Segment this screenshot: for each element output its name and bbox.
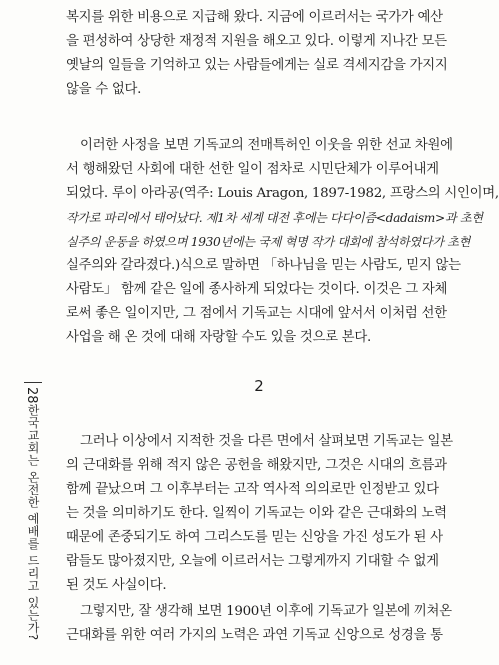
text-line: 때문에 존중되기도 하여 그리스도를 믿는 신앙을 가진 성도가 된 사 <box>66 530 443 545</box>
running-head: 한국교회는 온전한 예배를 드리고 있는가? <box>26 404 40 641</box>
text-line: 을 편성하여 상당한 재정적 지원을 해오고 있다. 이렇게 지나간 모든 <box>66 34 447 49</box>
text-line: 그러나 이상에서 지적한 것을 다른 면에서 살펴보면 기독교는 일본 <box>80 434 453 449</box>
translator-note-line: 실주의 운동을 하였으며 1930년에는 국제 혁명 작가 대회에 참석하였다가 초현 <box>66 235 471 249</box>
text-line: 옛날의 일들을 기억하고 있는 사람들에게는 실로 격세지감을 가지지 <box>66 58 448 73</box>
text-line: 사람도」 함께 같은 일에 종사하게 되었다는 것이다. 이것은 그 자체 <box>66 282 448 297</box>
text-line: 서 행해왔던 사회에 대한 선한 일이 점차로 시민단체가 이루어내게 <box>66 162 439 177</box>
text-line: 않을 수 없다. <box>66 82 142 97</box>
text-line: 사업을 해 온 것에 대해 자랑할 수도 있을 것으로 본다. <box>66 330 371 345</box>
text-line: 는 것을 의미하기도 한다. 일찍이 기독교는 이와 같은 근대화의 노력 <box>66 506 447 521</box>
page-number: 28 <box>24 387 39 404</box>
text-line: 함께 끝났으며 그 이후부터는 고작 역사적 의의로만 인정받고 있다 <box>66 482 439 497</box>
text-line: 근대화를 위한 여러 가지의 노력은 과연 기독교 신앙으로 성경을 통 <box>66 628 443 643</box>
text-line: 의 근대화를 위해 적지 않은 공헌을 해왔지만, 그것은 시대의 흐름과 <box>66 458 447 473</box>
translator-note-line: 작가로 파리에서 태어났다. 제1차 세계 대전 후에는 다다이즘<dadaism>과 초현 <box>66 211 483 225</box>
paragraph-4 <box>66 600 452 648</box>
paragraph-3 <box>66 430 452 598</box>
paragraph-2 <box>66 134 499 350</box>
section-number: 2 <box>254 377 264 395</box>
text-line: 그렇지만, 잘 생각해 보면 1900년 이후에 기독교가 일본에 끼쳐온 <box>80 604 452 619</box>
paragraph-1 <box>66 6 452 102</box>
text-line: 복지를 위한 비용으로 지급해 왔다. 지금에 이르러서는 국가가 예산 <box>66 10 443 25</box>
text-line: 되었다. 루이 아라공(역주: Louis Aragon, 1897-1982, 프랑스의 시인이며, <box>66 186 499 201</box>
text-line: 된 것도 사실이다. <box>66 578 167 593</box>
page-number-marker <box>24 382 42 404</box>
text-line: 실주의와 갈라졌다.)식으로 말하면 「하나님을 믿는 사람도, 믿지 않는 <box>66 258 461 273</box>
text-line: 이러한 사정을 보면 기독교의 전매특허인 이웃을 위한 선교 차원에 <box>80 138 453 153</box>
text-line: 로써 좋은 일이지만, 그 점에서 기독교는 시대에 앞서서 이처럼 선한 <box>66 306 447 321</box>
text-line: 람들도 많아졌지만, 오늘에 이르러서는 그렇게까지 기대할 수 없게 <box>66 554 439 569</box>
